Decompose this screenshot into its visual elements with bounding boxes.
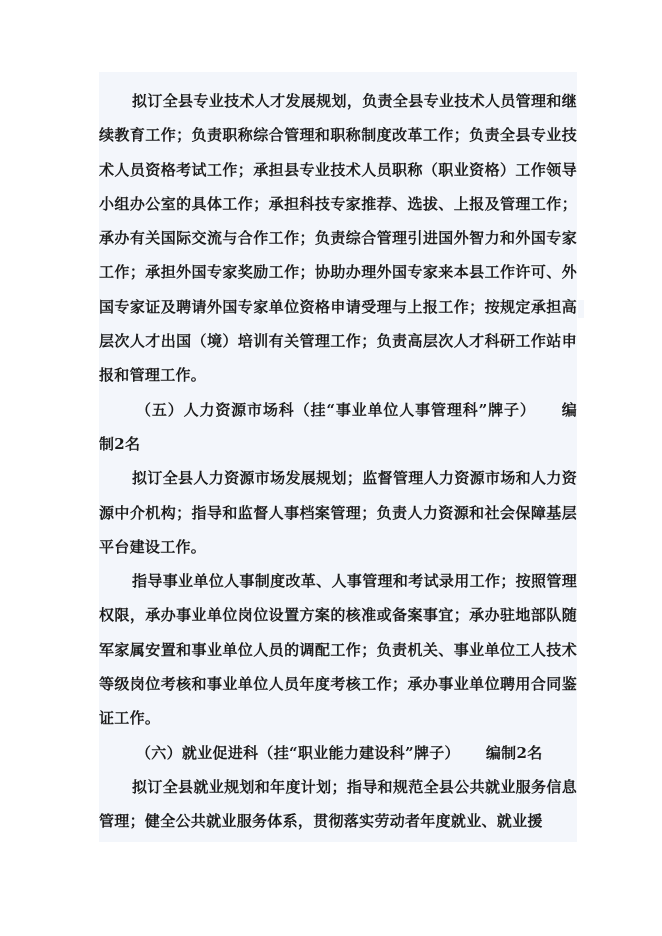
section-heading-title: （六）就业促进科（挂“职业能力建设科”牌子） (136, 743, 460, 762)
paragraph-professional-talent: 拟订全县专业技术人才发展规划，负责全县专业技术人员管理和继续教育工作；负责职称综合管理和职称制度改革工作；负责全县专业技术人员资格考试工作；承担县专业技术人员职称（职业资格）工作领导小组办公室的具体工作；承担科技专家推荐、选拔、上报及管理工作；承办有关国际交流与合作工作；负责综合管理引进国外智力和外国专家工作；承担外国专家奖励工作；协助办理外国专家来本县工作许可、外国专家证及聘请外国专家单位资格申请受理与上报工作；按规定承担高层次人才出国（境）培训有关管理工作；负责高层次人才科研工作站申报和管理工作。 (99, 92, 577, 385)
section-heading-5 (99, 393, 577, 462)
document-body (99, 84, 577, 839)
section-heading-quota: 编制2名 (99, 400, 577, 453)
section-heading-title: （五）人力资源市场科（挂“事业单位人事管理科”牌子） (136, 400, 536, 419)
highlight-strip (578, 300, 584, 318)
section-heading-quota: 编制2名 (485, 743, 543, 762)
paragraph-hr-market: 拟订全县人力资源市场发展规划；监督管理人力资源市场和人力资源中介机构；指导和监督人事档案管理；负责人力资源和社会保障基层平台建设工作。 (99, 469, 577, 556)
section-heading-6 (99, 736, 577, 770)
paragraph-public-institutions: 指导事业单位人事制度改革、人事管理和考试录用工作；按照管理权限，承办事业单位岗位设置方案的核准或备案事宜；承办驻地部队随军家属安置和事业单位人员的调配工作；负责机关、事业单位工人技术等级岗位考核和事业单位人员年度考核工作；承办事业单位聘用合同鉴证工作。 (99, 572, 577, 728)
paragraph-employment: 拟订全县就业规划和年度计划；指导和规范全县公共就业服务信息管理；健全公共就业服务体系，贯彻落实劳动者年度就业、就业援 (99, 777, 577, 831)
